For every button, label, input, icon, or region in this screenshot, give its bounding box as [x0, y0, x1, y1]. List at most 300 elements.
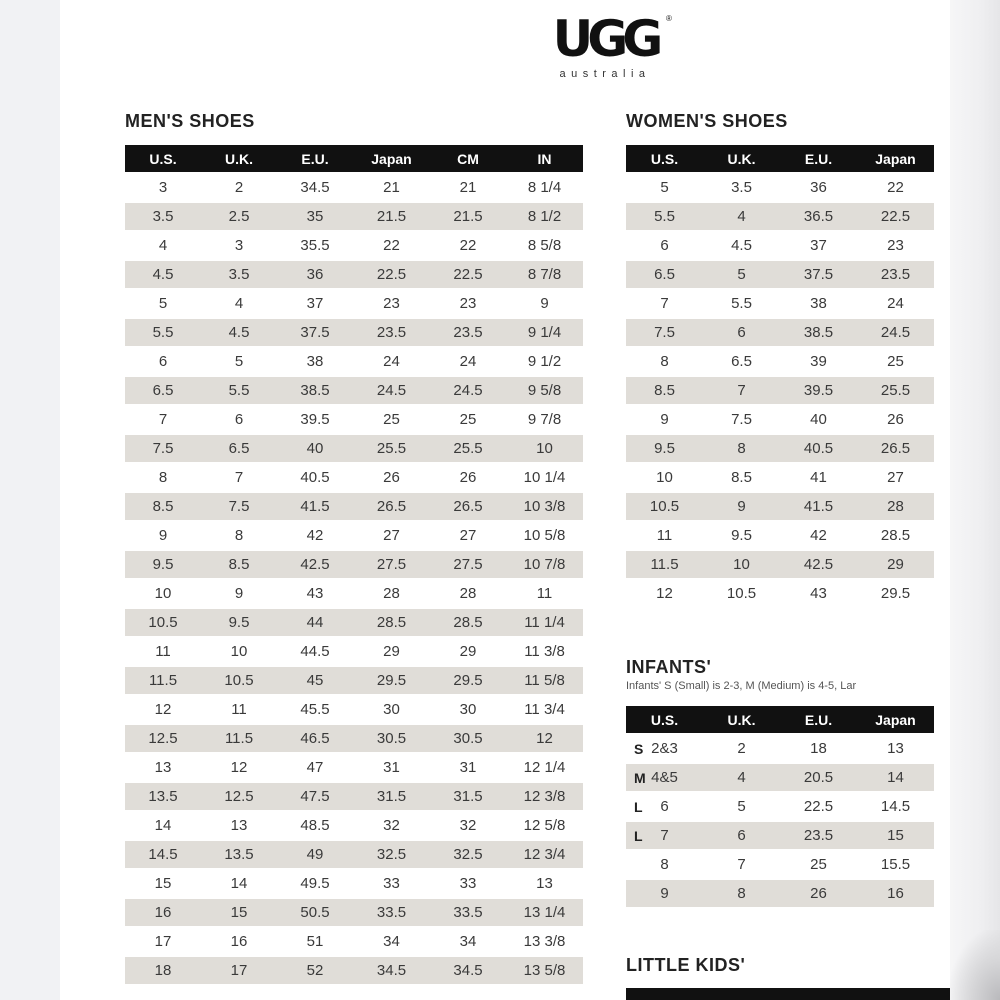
column-header: Japan: [857, 145, 934, 172]
table-cell: 39: [810, 353, 827, 370]
table-row: [626, 435, 934, 462]
table-cell: 11.5: [626, 551, 703, 578]
table-cell: 13 1/4: [506, 899, 583, 926]
table-cell: 6: [234, 411, 244, 428]
table-cell: 14: [857, 764, 934, 791]
table-cell: 8.5: [626, 377, 703, 404]
table-cell: 27: [459, 527, 477, 544]
table-cell: 26.5: [857, 435, 934, 462]
table-cell: 22.5: [803, 798, 834, 815]
table-cell: 22: [887, 179, 904, 196]
table-cell: 31: [383, 759, 400, 776]
table-cell: 25: [810, 856, 827, 873]
table-cell: 12.5: [201, 783, 277, 810]
table-cell: 36.5: [780, 203, 857, 230]
table-cell: 33.5: [353, 899, 430, 926]
table-row: [626, 764, 934, 791]
table-cell: 10: [230, 643, 248, 660]
table-cell: 9: [660, 411, 669, 428]
table-row: [626, 377, 934, 404]
womens-size-table: [626, 143, 950, 613]
table-row: [626, 348, 934, 375]
table-cell: 24.5: [430, 377, 506, 404]
table-cell: 8.5: [731, 469, 752, 486]
table-row: [125, 580, 583, 607]
table-cell: 5: [234, 353, 244, 370]
table-cell: 44: [277, 609, 353, 636]
table-cell: 32: [383, 817, 400, 834]
table-cell: 48.5: [300, 817, 330, 834]
table-cell: 45: [277, 667, 353, 694]
table-cell: 30: [383, 701, 400, 718]
table-cell: 47.5: [277, 783, 353, 810]
table-cell: 12: [506, 725, 583, 752]
table-cell: [626, 822, 703, 849]
table-cell: 23: [459, 295, 477, 312]
table-row: [125, 638, 583, 665]
table-row: [626, 319, 934, 346]
table-row: [626, 851, 934, 878]
table-row: [125, 667, 583, 694]
table-cell: 23.5: [857, 261, 934, 288]
table-cell: 17: [154, 933, 172, 950]
table-cell: 37: [306, 295, 324, 312]
column-header: E.U.: [780, 706, 857, 733]
table-cell: 12: [656, 585, 673, 602]
table-cell: 29.5: [880, 585, 911, 602]
table-cell: 11 3/8: [524, 643, 565, 660]
table-cell: 9: [703, 493, 780, 520]
table-cell: 8 7/8: [506, 261, 583, 288]
table-cell: 17: [201, 957, 277, 984]
ugg-logo: [530, 0, 680, 90]
table-cell: 7: [737, 856, 746, 873]
table-cell: 27.5: [353, 551, 430, 578]
table-cell: 5.5: [731, 295, 752, 312]
table-cell: 43: [306, 585, 324, 602]
table-cell: 4.5: [731, 237, 752, 254]
table-row: [626, 290, 934, 317]
mens-size-table: [125, 143, 583, 993]
table-cell: 22: [383, 237, 400, 254]
table-cell: 12.5: [125, 725, 201, 752]
table-cell: 35: [277, 203, 353, 230]
table-cell: 23: [887, 237, 904, 254]
table-cell: 23.5: [430, 319, 506, 346]
table-cell: 8: [660, 353, 669, 370]
table-cell: 5: [737, 798, 746, 815]
column-header: U.K.: [703, 706, 780, 733]
table-cell: 42.5: [277, 551, 353, 578]
womens-shoes-title: WOMEN'S SHOES: [626, 111, 788, 131]
table-cell: 5: [660, 179, 669, 196]
table-cell: 29: [857, 551, 934, 578]
table-row: [125, 435, 583, 462]
column-header: U.K.: [201, 145, 277, 172]
table-cell: 4: [158, 237, 168, 254]
table-cell: 11 1/4: [506, 609, 583, 636]
infants-title: INFANTS': [626, 657, 712, 677]
table-cell: 3: [158, 179, 168, 196]
table-cell: 22.5: [353, 261, 430, 288]
logo-wordmark: UGG: [552, 10, 658, 68]
table-cell: 41.5: [277, 493, 353, 520]
table-cell: 30.5: [353, 725, 430, 752]
table-cell: 7.5: [626, 319, 703, 346]
table-cell: 37: [810, 237, 827, 254]
table-cell: 9: [234, 585, 244, 602]
table-cell: 10 5/8: [523, 527, 566, 544]
table-row: [626, 174, 934, 201]
table-cell: 52: [277, 957, 353, 984]
table-cell: 38: [306, 353, 324, 370]
table-cell: 24.5: [353, 377, 430, 404]
table-cell: 21.5: [353, 203, 430, 230]
table-cell: 35.5: [300, 237, 330, 254]
table-cell: 14: [154, 817, 172, 834]
column-header: E.U.: [780, 145, 857, 172]
table-cell: 7: [660, 295, 669, 312]
table-row: [125, 290, 583, 317]
table-cell: 3: [234, 237, 244, 254]
column-header: Japan: [353, 145, 430, 172]
table-row: [125, 464, 583, 491]
table-row: [125, 783, 583, 810]
column-header: IN: [506, 145, 583, 172]
table-cell: 4.5: [125, 261, 201, 288]
table-cell: 40: [277, 435, 353, 462]
table-cell: 14.5: [880, 798, 911, 815]
table-cell: 8: [158, 469, 168, 486]
little-kids-header-bar: [626, 988, 950, 1000]
table-row: [125, 261, 583, 288]
table-cell: 7: [234, 469, 244, 486]
table-cell: 12 5/8: [523, 817, 566, 834]
column-header: U.S.: [125, 145, 201, 172]
table-cell: 25.5: [430, 435, 506, 462]
column-header: U.S.: [626, 145, 703, 172]
table-cell: 12 3/8: [506, 783, 583, 810]
table-row: [125, 348, 583, 375]
table-cell: 2.5: [201, 203, 277, 230]
logo-registered-mark: ®: [666, 14, 672, 23]
table-cell: 25.5: [857, 377, 934, 404]
table-cell: 13: [154, 759, 172, 776]
table-cell: 47: [306, 759, 324, 776]
table-cell: [626, 764, 703, 791]
table-cell: 15: [857, 822, 934, 849]
table-cell: 6: [660, 237, 669, 254]
table-row: [125, 493, 583, 520]
table-cell: 24: [459, 353, 477, 370]
column-header: E.U.: [277, 145, 353, 172]
table-cell: 40.5: [780, 435, 857, 462]
table-row: [125, 754, 583, 781]
table-cell: 28: [857, 493, 934, 520]
table-cell: 5: [158, 295, 168, 312]
table-cell: 21.5: [430, 203, 506, 230]
table-cell: 8.5: [201, 551, 277, 578]
table-cell: 2: [737, 740, 746, 757]
table-row: [626, 822, 934, 849]
table-cell: 29.5: [353, 667, 430, 694]
table-row: [626, 880, 934, 907]
table-cell: 8.5: [125, 493, 201, 520]
table-cell: 25: [887, 353, 904, 370]
table-cell: 20.5: [780, 764, 857, 791]
logo-subtitle: australia: [559, 68, 651, 80]
table-cell: 33: [383, 875, 400, 892]
table-cell: 10 1/4: [523, 469, 566, 486]
us-size: 4&5: [651, 769, 678, 786]
table-cell: 6: [158, 353, 168, 370]
table-cell: 25: [459, 411, 477, 428]
table-cell: 10.5: [626, 493, 703, 520]
table-cell: 5: [703, 261, 780, 288]
table-cell: 13: [536, 875, 553, 892]
table-cell: 22: [459, 237, 477, 254]
table-cell: 9: [540, 295, 549, 312]
table-cell: 4: [703, 203, 780, 230]
table-cell: [626, 735, 703, 762]
table-cell: 10 3/8: [506, 493, 583, 520]
table-row: [125, 174, 583, 201]
table-cell: 28: [383, 585, 400, 602]
table-cell: 40.5: [300, 469, 330, 486]
table-cell: 11 5/8: [506, 667, 583, 694]
table-row: [125, 899, 583, 926]
table-cell: 22.5: [430, 261, 506, 288]
table-cell: 42: [306, 527, 324, 544]
table-cell: 21: [459, 179, 477, 196]
table-cell: 38: [810, 295, 827, 312]
table-cell: 28: [459, 585, 477, 602]
table-row: [626, 735, 934, 762]
table-cell: 34.5: [353, 957, 430, 984]
little-kids-title: LITTLE KIDS': [626, 955, 746, 975]
table-cell: 7.5: [731, 411, 752, 428]
table-cell: 12: [154, 701, 172, 718]
table-row: [125, 406, 583, 433]
table-cell: [626, 880, 703, 907]
infants-header-row: [626, 706, 934, 733]
table-row: [626, 203, 934, 230]
table-cell: 8 1/2: [506, 203, 583, 230]
table-cell: 31: [459, 759, 477, 776]
table-cell: 9.5: [731, 527, 752, 544]
table-cell: 42: [810, 527, 827, 544]
table-row: [125, 841, 583, 868]
table-cell: 29: [383, 643, 400, 660]
us-size: 9: [660, 885, 669, 902]
table-cell: 28.5: [430, 609, 506, 636]
table-cell: 21: [383, 179, 400, 196]
table-cell: 23.5: [353, 319, 430, 346]
table-cell: 42.5: [780, 551, 857, 578]
table-cell: 5.5: [626, 203, 703, 230]
table-cell: 26: [383, 469, 400, 486]
table-cell: 39.5: [780, 377, 857, 404]
table-cell: 16: [857, 880, 934, 907]
table-row: [125, 812, 583, 839]
table-cell: 10 7/8: [506, 551, 583, 578]
table-cell: 10.5: [726, 585, 757, 602]
table-cell: 11: [536, 585, 553, 602]
table-cell: 13.5: [201, 841, 277, 868]
table-cell: 41.5: [780, 493, 857, 520]
table-cell: 13 3/8: [523, 933, 566, 950]
table-cell: 24.5: [857, 319, 934, 346]
table-cell: 16: [125, 899, 201, 926]
table-cell: 49: [277, 841, 353, 868]
table-cell: [626, 793, 703, 820]
table-cell: 12: [230, 759, 248, 776]
table-cell: 9: [158, 527, 168, 544]
table-cell: 32.5: [353, 841, 430, 868]
size-code: L: [634, 799, 643, 815]
table-cell: 10: [703, 551, 780, 578]
table-cell: 36: [810, 179, 827, 196]
page-edge-shadow: [950, 0, 1000, 1000]
table-row: [125, 203, 583, 230]
table-cell: 28.5: [353, 609, 430, 636]
table-cell: 24: [383, 353, 400, 370]
column-header: U.K.: [703, 145, 780, 172]
table-cell: 8 5/8: [527, 237, 562, 254]
table-cell: 24: [887, 295, 904, 312]
table-cell: 31.5: [430, 783, 506, 810]
table-cell: 37.5: [780, 261, 857, 288]
infants-size-note: Infants' S (Small) is 2-3, M (Medium) is 4-5, Lar: [626, 680, 857, 692]
table-cell: 39.5: [300, 411, 330, 428]
table-cell: 23.5: [780, 822, 857, 849]
table-row: [125, 377, 583, 404]
table-cell: 13.5: [125, 783, 201, 810]
table-cell: 7: [158, 411, 168, 428]
table-row: [125, 870, 583, 897]
table-cell: 28.5: [880, 527, 911, 544]
table-cell: 9 1/4: [506, 319, 583, 346]
table-cell: 38.5: [277, 377, 353, 404]
table-cell: 5.5: [125, 319, 201, 346]
table-cell: 27.5: [430, 551, 506, 578]
table-cell: 30: [459, 701, 477, 718]
table-row: [626, 793, 934, 820]
table-cell: 14.5: [125, 841, 201, 868]
table-cell: 26: [887, 411, 904, 428]
table-cell: 13: [887, 740, 904, 757]
table-cell: 6.5: [626, 261, 703, 288]
us-size: 6: [660, 798, 669, 815]
table-cell: 34: [459, 933, 477, 950]
table-cell: 49.5: [300, 875, 330, 892]
table-cell: 32.5: [430, 841, 506, 868]
table-row: [125, 522, 583, 549]
table-cell: 31.5: [353, 783, 430, 810]
table-cell: 26.5: [353, 493, 430, 520]
table-cell: 12 3/4: [506, 841, 583, 868]
table-cell: 27: [383, 527, 400, 544]
table-cell: 26.5: [430, 493, 506, 520]
column-header: Japan: [857, 706, 934, 733]
table-cell: 43: [810, 585, 827, 602]
table-cell: 26: [459, 469, 477, 486]
table-cell: 8: [703, 435, 780, 462]
table-cell: 32: [459, 817, 477, 834]
table-cell: 11.5: [125, 667, 201, 694]
table-cell: 34.5: [300, 179, 330, 196]
table-cell: 13: [230, 817, 248, 834]
size-code: M: [634, 770, 646, 786]
table-cell: 23: [383, 295, 400, 312]
table-cell: 29: [459, 643, 477, 660]
size-code: L: [634, 828, 643, 844]
table-cell: 6.5: [731, 353, 752, 370]
table-cell: 25: [383, 411, 400, 428]
table-row: [626, 580, 934, 607]
table-cell: 11: [656, 527, 673, 544]
table-cell: 11.5: [201, 725, 277, 752]
table-cell: 15.5: [880, 856, 911, 873]
table-row: [125, 696, 583, 723]
table-cell: 9 7/8: [527, 411, 562, 428]
table-cell: 41: [810, 469, 827, 486]
table-row: [626, 232, 934, 259]
table-row: [626, 493, 934, 520]
table-cell: 26: [780, 880, 857, 907]
table-cell: 14: [230, 875, 248, 892]
table-cell: 10: [506, 435, 583, 462]
table-cell: 50.5: [277, 899, 353, 926]
column-header: CM: [430, 145, 506, 172]
table-cell: 5.5: [201, 377, 277, 404]
table-cell: 9 1/2: [527, 353, 562, 370]
column-header: U.S.: [626, 706, 703, 733]
table-row: [125, 928, 583, 955]
table-cell: 8: [703, 880, 780, 907]
table-cell: 18: [125, 957, 201, 984]
table-cell: 11: [231, 701, 247, 718]
table-cell: 8 1/4: [527, 179, 562, 196]
table-cell: 38.5: [780, 319, 857, 346]
table-cell: 4.5: [201, 319, 277, 346]
table-cell: 12 1/4: [523, 759, 566, 776]
table-cell: 15: [201, 899, 277, 926]
mens-header-row: [125, 145, 583, 172]
table-cell: 10.5: [125, 609, 201, 636]
table-row: [125, 551, 583, 578]
us-size: 8: [660, 856, 669, 873]
table-cell: 25.5: [353, 435, 430, 462]
mens-shoes-title: MEN'S SHOES: [125, 111, 255, 131]
table-cell: 34.5: [430, 957, 506, 984]
table-cell: 15: [154, 875, 172, 892]
table-cell: 8: [234, 527, 244, 544]
table-row: [125, 725, 583, 752]
table-cell: 11 3/4: [524, 701, 565, 718]
table-cell: 3.5: [125, 203, 201, 230]
table-cell: 18: [810, 740, 827, 757]
table-cell: 33: [459, 875, 477, 892]
table-cell: 46.5: [277, 725, 353, 752]
table-cell: 34: [383, 933, 400, 950]
table-row: [626, 522, 934, 549]
table-row: [125, 957, 583, 984]
table-cell: 6: [703, 822, 780, 849]
table-cell: 7.5: [125, 435, 201, 462]
table-cell: 6.5: [125, 377, 201, 404]
table-row: [626, 406, 934, 433]
